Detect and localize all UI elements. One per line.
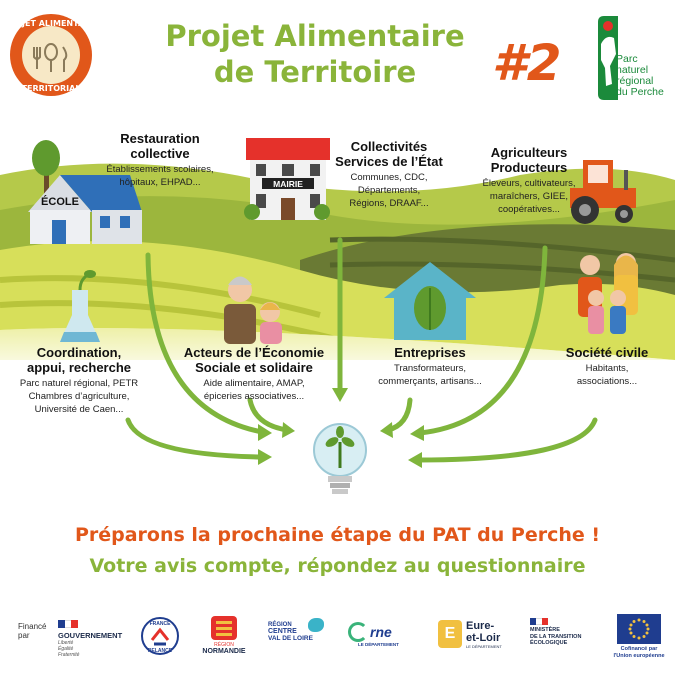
eu-line-2: l'Union européenne (613, 653, 665, 659)
normandie-line-2: NORMANDIE (202, 648, 246, 655)
eu-logo (606, 614, 672, 660)
min-line-3: ÉCOLOGIQUE (530, 640, 568, 646)
motto-line: Liberté (58, 640, 74, 646)
cvl-line-3: VAL DE LOIRE (268, 635, 313, 642)
actor-title: Entreprises (394, 345, 466, 360)
gouvernement-name: GOUVERNEMENT (58, 631, 123, 640)
actor-title: Acteurs de l’Économie (183, 345, 325, 360)
actor-detail-line: commerçants, artisans... (378, 376, 482, 387)
eure-line-3: LE DÉPARTEMENT (466, 644, 502, 649)
relance-line-1: FRANCE (149, 621, 171, 627)
normandie-logo (194, 616, 254, 655)
actor-detail-line: épiceries associatives... (203, 391, 305, 402)
min-line-2: DE LA TRANSITION (530, 633, 582, 640)
orne-subtitle: LE DÉPARTEMENT (358, 642, 399, 647)
orne-name: rne (370, 624, 392, 640)
actor-title: Société civile (565, 345, 649, 360)
callout-headline: Préparons la prochaine étape du PAT du Perche ! (74, 524, 601, 546)
actor-detail-line: Transformateurs, (394, 363, 466, 374)
actor-detail-line: associations... (576, 376, 638, 387)
pat-logo (8, 12, 94, 98)
eure-et-loir-logo (438, 620, 518, 649)
actor-detail (330, 171, 448, 210)
title-line-1: Projet Alimentaire (165, 19, 465, 53)
school-sign: ÉCOLE (41, 196, 79, 208)
motto-line: Égalité (58, 646, 74, 652)
financed-by-label (18, 622, 48, 640)
actor-title: Coordination, (36, 345, 122, 360)
actor-detail (100, 163, 220, 189)
cvl-line-1: RÉGION (268, 622, 292, 628)
actor-detail-line: Chambres d’agriculture, (28, 391, 130, 402)
min-line-1: MINISTÈRE (530, 627, 560, 633)
actor-title: appui, recherche (26, 360, 132, 375)
eure-line-1: Eure- (466, 620, 495, 632)
parc-logo (596, 14, 670, 106)
title-line-2: de Territoire (213, 55, 417, 89)
actor-title: Sociale et solidaire (195, 360, 313, 375)
actor-detail-line: Établissements scolaires, (106, 164, 214, 175)
actor-coordination (14, 345, 144, 416)
gouvernement-motto (58, 640, 136, 658)
actor-entreprises (368, 345, 492, 388)
ministere-logo (530, 618, 596, 647)
actor-detail-line: Habitants, (585, 363, 629, 374)
eure-line-2: et-Loir (466, 632, 501, 644)
actor-detail-line: Aide alimentaire, AMAP, (203, 378, 305, 389)
townhall-icon (244, 138, 330, 220)
actor-title: Agriculteurs (490, 145, 568, 160)
parc-line-4: du Perche (616, 86, 664, 98)
relance-line-2: RELANCE (147, 648, 173, 654)
funders-strip (0, 606, 675, 675)
actor-detail-line: Université de Caen... (34, 404, 124, 415)
actor-title: collective (130, 146, 190, 161)
parc-line-1: Parc (616, 53, 638, 65)
orne-o-icon (348, 622, 368, 642)
french-flag-icon (58, 620, 78, 628)
actor-detail-line: hôpitaux, EHPAD... (119, 177, 201, 188)
issue-number: #2 (492, 34, 562, 92)
actor-societe-civile (548, 345, 666, 388)
callout-questionnaire: Votre avis compte, répondez au questionnaire (89, 555, 586, 577)
actor-detail-line: coopératives... (498, 204, 560, 215)
actor-detail (470, 177, 588, 216)
orne-logo (348, 622, 412, 647)
actor-detail-line: Régions, DRAAF... (349, 198, 429, 209)
actor-detail (14, 377, 144, 416)
actor-detail-line: Parc naturel régional, PETR (19, 378, 139, 389)
actor-detail-line: Communes, CDC, (350, 172, 428, 183)
parc-logo-text (616, 54, 668, 98)
eu-flag-icon (617, 614, 661, 644)
actor-detail-line: Départements, (357, 185, 421, 196)
normandie-line-1: RÉGION (214, 642, 234, 648)
cvl-shape-icon (308, 618, 324, 632)
normandie-lions-icon (211, 616, 237, 640)
pat-logo-top-text: PROJET ALIMENTAIRE (8, 19, 94, 28)
cvl-line-2: CENTRE (268, 628, 297, 635)
actor-ess (178, 345, 330, 403)
actor-detail (548, 362, 666, 388)
actor-detail-line: maraîchers, GIEE, (489, 191, 569, 202)
actor-detail (178, 377, 330, 403)
centre-val-de-loire-logo (268, 622, 330, 642)
townhall-sign: MAIRIE (273, 179, 303, 189)
eure-e-icon: E (438, 620, 462, 648)
french-flag-icon (530, 618, 548, 625)
actor-title: Services de l’État (335, 154, 443, 169)
gouvernement-logo (58, 620, 136, 658)
france-relance-logo (140, 616, 180, 656)
parc-line-3: régional (616, 75, 654, 87)
motto-line: Fraternité (58, 652, 80, 658)
parc-line-2: naturel (616, 64, 649, 76)
financed-line: Financé (18, 622, 47, 631)
actor-restauration-collective (100, 131, 220, 189)
actor-detail (368, 362, 492, 388)
financed-line: par (18, 631, 30, 640)
actor-title: Producteurs (490, 160, 568, 175)
eu-line-1: Cofinancé par (620, 646, 658, 652)
actor-agriculteurs (470, 145, 588, 216)
page-title (130, 18, 500, 90)
actor-title: Restauration (120, 131, 200, 146)
actor-detail-line: Éleveurs, cultivateurs, (482, 178, 576, 189)
actor-collectivites (330, 139, 448, 210)
pat-logo-bottom-text: TERRITORIAL (21, 84, 81, 93)
actor-title: Collectivités (350, 139, 428, 154)
